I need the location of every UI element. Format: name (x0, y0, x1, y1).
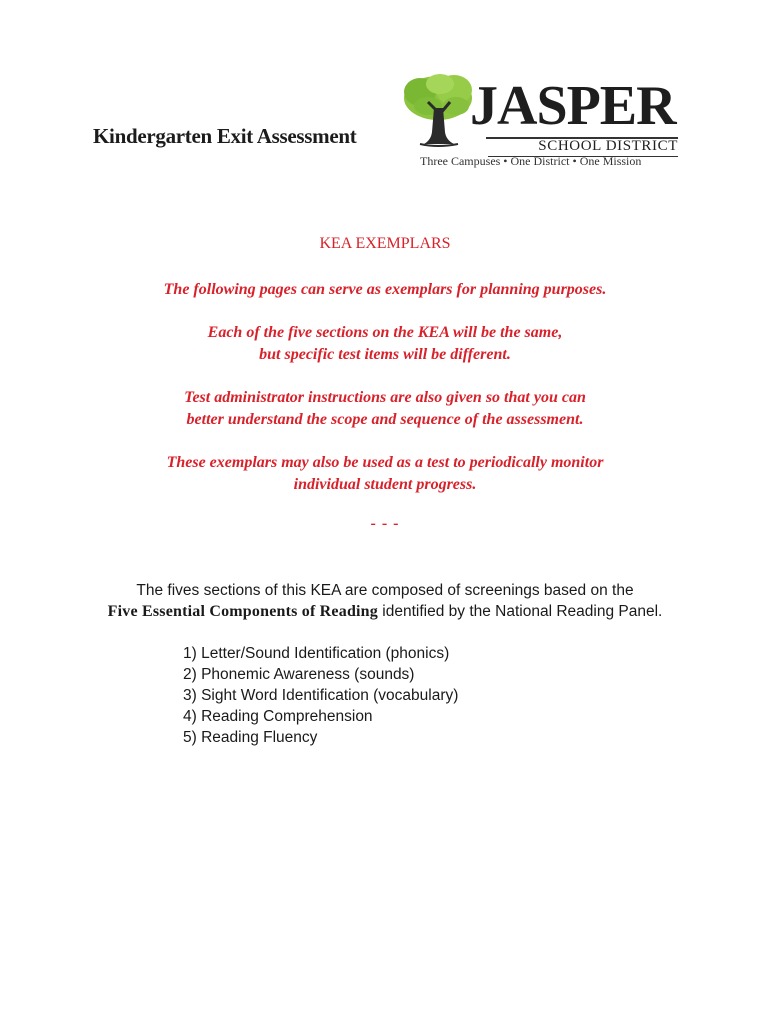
tagline: Three Campuses • One District • One Mission (420, 154, 642, 168)
notice-paragraph (0, 279, 770, 301)
notice-paragraph (0, 452, 770, 496)
district-subtitle: SCHOOL DISTRICT (538, 138, 678, 154)
notice-line: individual student progress. (293, 476, 477, 493)
notice-paragraph (0, 322, 770, 366)
tree-icon (398, 72, 478, 152)
separator: - - - (370, 515, 400, 532)
notice-line: Each of the five sections on the KEA will be the same, (207, 324, 563, 341)
notice-line: Test administrator instructions are also given so that you can (184, 389, 586, 406)
page-title: Kindergarten Exit Assessment (93, 124, 357, 148)
intro-line: identified by the National Reading Panel. (377, 603, 663, 620)
components-list (183, 643, 458, 748)
notice-paragraph (0, 387, 770, 431)
notice-line: better understand the scope and sequence of the assessment. (186, 411, 584, 428)
list-item: 2) Phonemic Awareness (sounds) (183, 666, 415, 683)
list-item: 1) Letter/Sound Identification (phonics) (183, 645, 450, 662)
notice-line: The following pages can serve as exemplars for planning purposes. (163, 281, 607, 298)
list-item: 3) Sight Word Identification (vocabulary) (183, 687, 459, 704)
notice-line: but specific test items will be different. (259, 346, 511, 363)
intro-line: The fives sections of this KEA are composed of screenings based on the (136, 582, 634, 599)
district-name: JASPER (470, 75, 676, 137)
exemplar-notice (0, 233, 770, 517)
notice-line: These exemplars may also be used as a test to periodically monitor (166, 454, 604, 471)
intro-text (0, 580, 770, 622)
list-item: 4) Reading Comprehension (183, 708, 373, 725)
list-item: 5) Reading Fluency (183, 729, 318, 746)
intro-emphasis: Five Essential Components of Reading (107, 603, 378, 620)
notice-heading: KEA EXEMPLARS (319, 235, 451, 252)
